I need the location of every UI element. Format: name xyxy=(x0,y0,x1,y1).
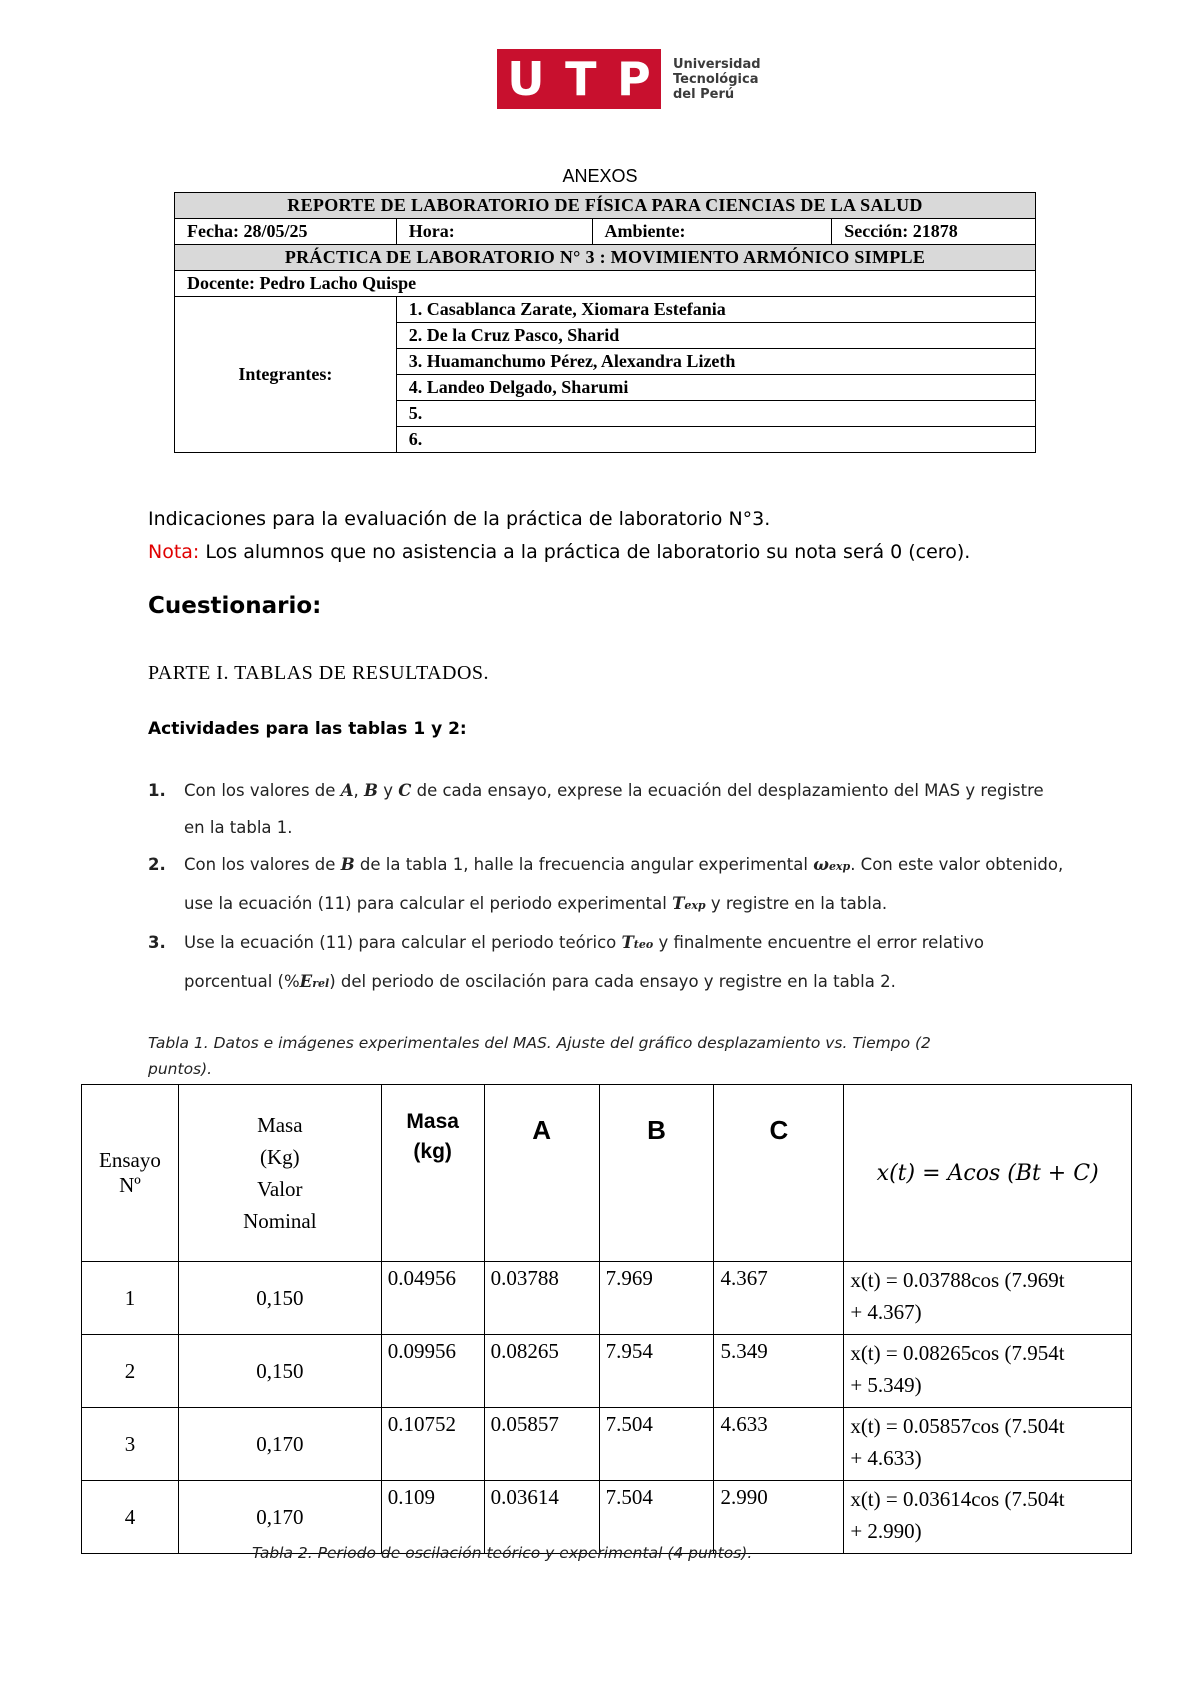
actividad-item xyxy=(148,924,1068,1002)
header-masa-nominal xyxy=(178,1085,381,1262)
parte-heading: PARTE I. TABLAS DE RESULTADOS. xyxy=(148,662,490,684)
cell-b: 7.504 xyxy=(599,1481,714,1554)
cell-c: 5.349 xyxy=(714,1335,844,1408)
integrantes-label: Integrantes: xyxy=(175,297,397,453)
logo-letter-u: U xyxy=(507,52,545,106)
text: . Con este valor obtenido, use la ecuación (11) para calcular el periodo experimental xyxy=(184,855,1064,913)
cell-equation xyxy=(844,1335,1132,1408)
cell-ensayo: 4 xyxy=(82,1481,179,1554)
math-var: A xyxy=(340,781,354,800)
integrante-row: 4. Landeo Delgado, Sharumi xyxy=(396,375,1035,401)
equation-line: x(t) = 0.05857cos (7.504t xyxy=(850,1414,1065,1438)
report-title: REPORTE DE LABORATORIO DE FÍSICA PARA CIENCIAS DE LA SALUD xyxy=(175,193,1036,219)
text: de cada ensayo, exprese la ecuación del desplazamiento del MAS y registre en la tabla 1. xyxy=(184,781,1044,837)
text: y xyxy=(377,781,399,800)
seccion-cell: Sección: 21878 xyxy=(832,219,1036,245)
text: ) del periodo de oscilación para cada ensayo y registre en la tabla 2. xyxy=(329,972,896,991)
text: Con los valores de xyxy=(184,855,341,874)
cell-c: 2.990 xyxy=(714,1481,844,1554)
cell-a: 0.08265 xyxy=(484,1335,599,1408)
equation-line: + 4.633) xyxy=(850,1446,922,1470)
actividades-list xyxy=(148,772,1068,1002)
tabla1 xyxy=(81,1084,1132,1554)
logo-letter-t: T xyxy=(565,52,597,106)
cell-a: 0.03614 xyxy=(484,1481,599,1554)
indicaciones-heading: Indicaciones para la evaluación de la práctica de laboratorio N°3. xyxy=(148,508,771,530)
math-var: B xyxy=(340,855,355,874)
ambiente-cell: Ambiente: xyxy=(592,219,832,245)
cell-ensayo: 1 xyxy=(82,1262,179,1335)
cell-equation xyxy=(844,1408,1132,1481)
logo-line: Universidad xyxy=(673,56,761,72)
actividad-item xyxy=(148,846,1068,924)
header-a: A xyxy=(484,1085,599,1262)
text: de la tabla 1, halle la frecuencia angular experimental xyxy=(354,855,814,874)
integrante-row: 5. xyxy=(396,401,1035,427)
fecha-cell: Fecha: 28/05/25 xyxy=(175,219,397,245)
integrante-row: 3. Huamanchumo Pérez, Alexandra Lizeth xyxy=(396,349,1035,375)
tabla1-caption: Tabla 1. Datos e imágenes experimentales del MAS. Ajuste del gráfico desplazamiento vs. Tiempo (2 puntos). xyxy=(148,1034,931,1078)
text: Con los valores de xyxy=(184,781,341,800)
header-line: Ensayo xyxy=(99,1148,161,1172)
math-sub: teo xyxy=(633,938,654,951)
header-line: Nominal xyxy=(243,1209,317,1233)
equation-line: + 2.990) xyxy=(850,1519,922,1543)
actividad-number: 3. xyxy=(148,933,166,952)
header-line: Nº xyxy=(119,1173,141,1197)
table-row xyxy=(82,1335,1132,1408)
header-line: (Kg) xyxy=(259,1145,300,1169)
equation-line: x(t) = 0.08265cos (7.954t xyxy=(850,1341,1065,1365)
math-sub: rel xyxy=(312,977,330,990)
actividad-number: 2. xyxy=(148,855,166,874)
tabla2-caption: Tabla 2. Periodo de oscilación teórico y experimental (4 puntos). xyxy=(252,1544,753,1562)
integrante-row: 2. De la Cruz Pasco, Sharid xyxy=(396,323,1035,349)
math-sub: exp xyxy=(684,899,706,912)
cell-equation xyxy=(844,1481,1132,1554)
header-c: C xyxy=(714,1085,844,1262)
cell-nominal: 0,150 xyxy=(178,1335,381,1408)
math-sub: exp xyxy=(828,860,851,873)
cell-masa: 0.09956 xyxy=(381,1335,484,1408)
header-equation: x(t) = Acos (Bt + C) xyxy=(844,1085,1132,1262)
logo-line: Tecnológica xyxy=(673,71,759,87)
annex-title: ANEXOS xyxy=(562,166,638,186)
cell-a: 0.05857 xyxy=(484,1408,599,1481)
math-var: T xyxy=(621,933,634,952)
report-header-table xyxy=(174,192,1036,453)
text: Use la ecuación (11) para calcular el periodo teórico xyxy=(184,933,622,952)
table-row xyxy=(82,1481,1132,1554)
text: , xyxy=(353,781,364,800)
math-var: T xyxy=(672,894,685,913)
math-var: C xyxy=(398,781,412,800)
cell-ensayo: 2 xyxy=(82,1335,179,1408)
tabla1-header-row xyxy=(82,1085,1132,1262)
equation-line: + 5.349) xyxy=(850,1373,922,1397)
actividad-item xyxy=(148,772,1068,846)
logo-wordmark xyxy=(673,57,761,102)
integrante-row: 6. xyxy=(396,427,1035,453)
nota-text: Los alumnos que no asistencia a la práctica de laboratorio su nota será 0 (cero). xyxy=(199,541,971,563)
header-ensayo xyxy=(82,1085,179,1262)
math-var: ω xyxy=(813,855,829,874)
docente-cell: Docente: Pedro Lacho Quispe xyxy=(175,271,1036,297)
header-line: Masa xyxy=(406,1110,459,1133)
table-row xyxy=(82,1262,1132,1335)
cell-nominal: 0,170 xyxy=(178,1481,381,1554)
cell-masa: 0.109 xyxy=(381,1481,484,1554)
math-var: E xyxy=(299,972,313,991)
cell-masa: 0.04956 xyxy=(381,1262,484,1335)
header-line: (kg) xyxy=(413,1140,452,1163)
actividades-heading: Actividades para las tablas 1 y 2: xyxy=(148,719,467,739)
text: y registre en la tabla. xyxy=(705,894,888,913)
hora-cell: Hora: xyxy=(396,219,592,245)
nota-paragraph xyxy=(148,541,970,563)
integrante-row: 1. Casablanca Zarate, Xiomara Estefania xyxy=(396,297,1035,323)
practica-title: PRÁCTICA DE LABORATORIO N° 3 : MOVIMIENTO ARMÓNICO SIMPLE xyxy=(175,245,1036,271)
header-line: Valor xyxy=(257,1177,303,1201)
cell-c: 4.367 xyxy=(714,1262,844,1335)
cell-b: 7.504 xyxy=(599,1408,714,1481)
cell-nominal: 0,150 xyxy=(178,1262,381,1335)
equation-line: + 4.367) xyxy=(850,1300,922,1324)
cell-c: 4.633 xyxy=(714,1408,844,1481)
cell-equation xyxy=(844,1262,1132,1335)
table-row xyxy=(82,1408,1132,1481)
equation-line: x(t) = 0.03614cos (7.504t xyxy=(850,1487,1065,1511)
nota-label: Nota: xyxy=(148,541,200,563)
math-var: B xyxy=(364,781,378,800)
cell-masa: 0.10752 xyxy=(381,1408,484,1481)
equation-line: x(t) = 0.03788cos (7.969t xyxy=(850,1268,1065,1292)
cell-a: 0.03788 xyxy=(484,1262,599,1335)
actividad-number: 1. xyxy=(148,781,166,800)
header-masa xyxy=(381,1085,484,1262)
utp-logo-mark xyxy=(497,49,661,109)
header-b: B xyxy=(599,1085,714,1262)
cuestionario-heading: Cuestionario: xyxy=(148,593,322,619)
cell-ensayo: 3 xyxy=(82,1408,179,1481)
cell-b: 7.969 xyxy=(599,1262,714,1335)
logo-line: del Perú xyxy=(673,86,735,102)
cell-b: 7.954 xyxy=(599,1335,714,1408)
header-line: Masa xyxy=(257,1113,303,1137)
utp-logo xyxy=(497,49,761,109)
cell-nominal: 0,170 xyxy=(178,1408,381,1481)
logo-letter-p: P xyxy=(617,52,651,106)
text: y finalmente encuentre el error relativo porcentual (% xyxy=(184,933,984,991)
